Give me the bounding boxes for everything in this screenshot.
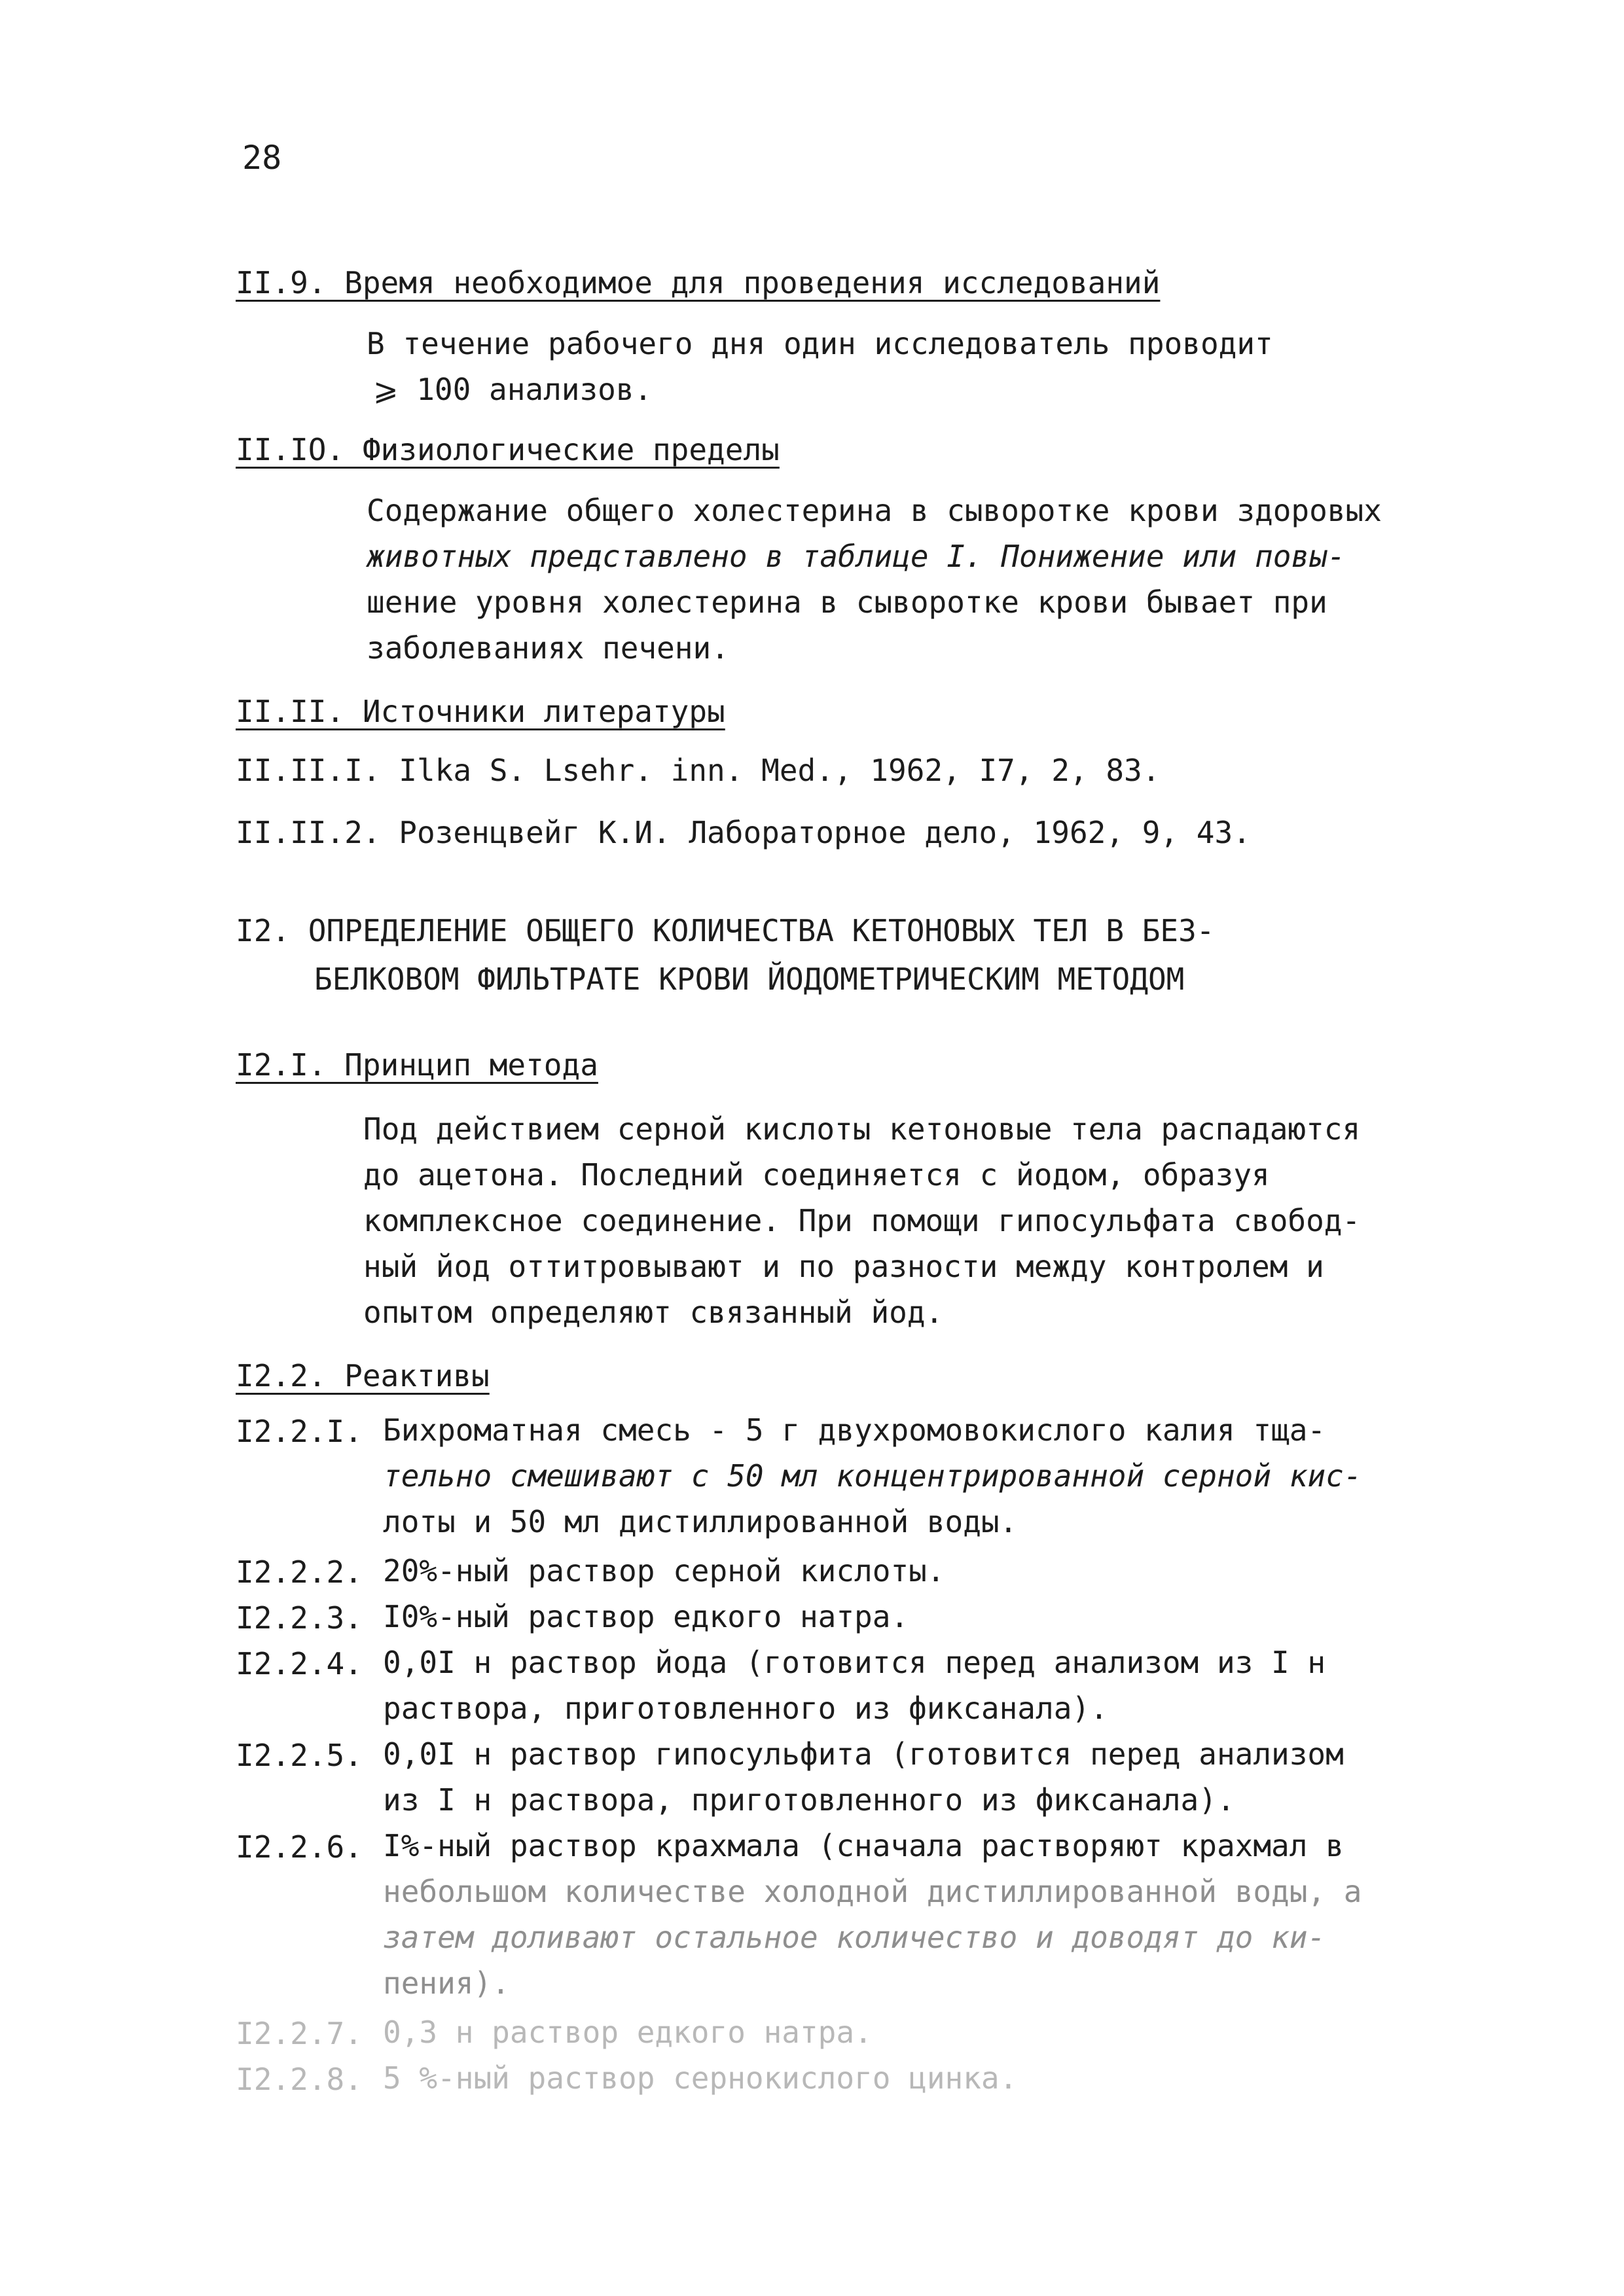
reagent-line: затем доливают остальное количество и доводят до ки- [383, 1920, 1326, 1955]
reagent-text [383, 1548, 945, 1594]
reagent-number: I2.2.2. [236, 1554, 363, 1590]
reagent-line: раствора, приготовленного из фиксанала). [383, 1691, 1108, 1726]
body-line: комплексное соединение. При помощи гипосульфата свобод- [363, 1203, 1361, 1238]
body-line: В течение рабочего дня один исследователь проводит [367, 326, 1273, 361]
reagent-line: лоты и 50 мл дистиллированной воды. [383, 1504, 1018, 1539]
section-body-11-10 [367, 488, 1382, 671]
section-body-11-9 [367, 321, 1273, 412]
body-line: опытом определяют связанный йод. [363, 1295, 944, 1330]
section-heading-11-11: II.II. Источники литературы [236, 694, 725, 729]
body-line: до ацетона. Последний соединяется с йодом, образуя [363, 1157, 1270, 1193]
body-line: ⩾ 100 анализов. [373, 372, 653, 407]
chapter-title [236, 906, 1215, 1003]
reagent-text [383, 1731, 1344, 1823]
section-heading-11-10: II.IO. Физиологические пределы [236, 432, 780, 467]
reagent-text [383, 1594, 909, 1640]
reagent-line: 5 %-ный раствор сернокислого цинка. [383, 2060, 1018, 2096]
reagent-line: Бихроматная смесь - 5 г двухромовокислого калия тща- [383, 1412, 1326, 1448]
reagent-text [383, 2055, 1017, 2101]
reagent-text [383, 1823, 1362, 2006]
body-line: Содержание общего холестерина в сыворотке крови здоровых [367, 493, 1382, 528]
reagent-number: I2.2.4. [236, 1646, 363, 1681]
reagent-text [383, 2009, 873, 2055]
reagent-line: 0,0I н раствор гипосульфита (готовится перед анализом [383, 1736, 1344, 1772]
body-line: ный йод оттитровывают и по разности между контролем и [363, 1249, 1324, 1284]
reagent-number: I2.2.5. [236, 1738, 363, 1773]
reagent-line: пения). [383, 1965, 510, 2001]
reagent-line: 0,3 н раствор едкого натра. [383, 2015, 873, 2050]
body-line: шение уровня холестерина в сыворотке крови бывает при [367, 584, 1327, 620]
reagent-text [383, 1407, 1362, 1545]
chapter-title-line: БЕЛКОВОМ ФИЛЬТРАТЕ КРОВИ ЙОДОМЕТРИЧЕСКИМ МЕТОДОМ [314, 961, 1185, 997]
body-line: животных представлено в таблице I. Понижение или повы- [367, 539, 1346, 574]
section-heading-12-2: I2.2. Реактивы [236, 1358, 490, 1393]
reference-2: II.II.2. Розенцвейг К.И. Лабораторное дело, 1962, 9, 43. [236, 815, 1251, 850]
reagent-line: I%-ный раствор крахмала (сначала растворяют крахмал в [383, 1828, 1344, 1863]
reagent-line: 20%-ный раствор серной кислоты. [383, 1553, 945, 1588]
reagent-line: из I н раствора, приготовленного из фиксанала). [383, 1782, 1235, 1818]
section-heading-12-1: I2.I. Принцип метода [236, 1047, 598, 1083]
section-heading-11-9: II.9. Время необходимое для проведения исследований [236, 265, 1161, 300]
section-body-12-1 [363, 1106, 1360, 1335]
page-number: 28 [242, 139, 282, 177]
reagent-line: тельно смешивают с 50 мл концентрированной серной кис- [383, 1458, 1362, 1494]
reagent-number: I2.2.3. [236, 1600, 363, 1636]
reference-1: II.II.I. Ilka S. Lsehr. inn. Med., 1962, I7, 2, 83. [236, 753, 1161, 788]
reagent-number: I2.2.6. [236, 1829, 363, 1865]
body-line: Под действием серной кислоты кетоновые тела распадаются [363, 1111, 1361, 1147]
reagent-number: I2.2.8. [236, 2062, 363, 2097]
chapter-title-line: I2. ОПРЕДЕЛЕНИЕ ОБЩЕГО КОЛИЧЕСТВА КЕТОНОВЫХ ТЕЛ В БЕЗ- [236, 913, 1215, 948]
reagent-line: 0,0I н раствор йода (готовится перед анализом из I н [383, 1645, 1326, 1680]
reagent-line: I0%-ный раствор едкого натра. [383, 1599, 909, 1634]
body-line: заболеваниях печени. [367, 630, 729, 666]
reagent-number: I2.2.I. [236, 1414, 363, 1449]
reagent-text [383, 1640, 1326, 1731]
reagent-line: небольшом количестве холодной дистиллированной воды, а [383, 1874, 1362, 1909]
reagent-number: I2.2.7. [236, 2016, 363, 2051]
